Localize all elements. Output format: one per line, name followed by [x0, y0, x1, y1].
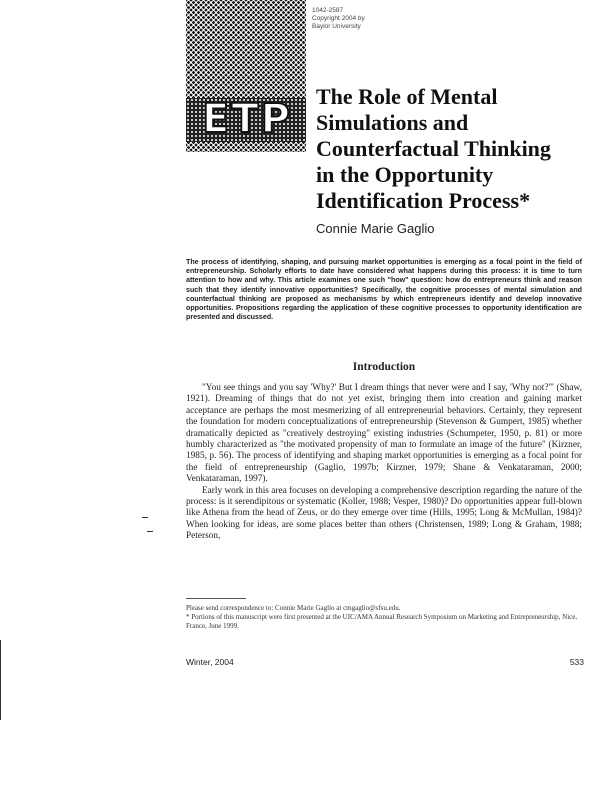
paragraph: Early work in this area focuses on developing a comprehensive description regarding the nature of the process: is it serendipitous or systematic (Koller, 1988; Vesper, 1980)? Do opportunities appear full-blown like Athena from the head of Zeus, or do they emerge over time (Hills, 1995; Long & McMullan, 1984)? When looking for ideas, are some places better than others (Christensen, 1989; Long & Graham, 1988; Peterson,	[186, 485, 582, 542]
logo-letters: ETP	[202, 96, 292, 142]
footnote-divider	[186, 598, 246, 599]
publisher-line: Baylor University	[312, 23, 361, 30]
issue-date: Winter, 2004	[186, 657, 234, 667]
author-name: Connie Marie Gaglio	[316, 221, 435, 236]
scan-artifact	[147, 531, 153, 532]
article-title	[316, 84, 606, 214]
presentation-note: * Portions of this manuscript were first presented at the UIC/AMA Annual Research Symposium on Marketing and Entrepreneurship, Nice, France, June 1999.	[186, 613, 578, 630]
scan-artifact	[0, 640, 1, 720]
issn: 1042-2587	[312, 7, 344, 14]
title-line-2: Simulations and	[316, 110, 469, 135]
body-text	[186, 383, 582, 543]
title-line-1: The Role of Mental	[316, 84, 498, 109]
abstract: The process of identifying, shaping, and pursuing market opportunities is emerging as a focal point in the field of entrepreneurship. Scholarly efforts to date have considered what happens during this process: it is time to turn attention to how and why. This article examines one such "how" question: how do entrepreneurs think and reason such that they identify innovative opportunities? Specifically, the cognitive processes of mental simulation and counterfactual thinking are proposed as mechanisms by which entrepreneurs identify and develop innovative opportunities. Propositions regarding the application of these cognitive processes to opportunity identification are presented and discussed.	[186, 258, 582, 322]
section-heading-introduction: Introduction	[352, 361, 416, 373]
title-line-5: Identification Process*	[316, 188, 531, 213]
scan-artifact	[142, 517, 148, 518]
copyright-line: Copyright 2004 by	[312, 15, 365, 22]
footnotes	[186, 604, 582, 631]
page-number: 533	[569, 657, 584, 667]
copyright-meta	[312, 7, 365, 31]
title-line-4: in the Opportunity	[316, 162, 494, 187]
journal-logo	[186, 0, 306, 152]
title-line-3: Counterfactual Thinking	[316, 136, 551, 161]
paragraph: "You see things and you say 'Why?' But I dream things that never were and I say, 'Why not?'" (Shaw, 1921). Dreaming of things that do not yet exist, bringing them into creation and gaining market acceptance are perhaps the most mesmerizing of all entrepreneurial behaviors. Certainly, they represent the foundation for modern conceptualizations of entrepreneurship (Stevenson & Gumpert, 1985) whether dramatically depicted as "creatively destroying" existing industries (Schumpeter, 1950, p. 81) or more humbly characterized as "the motivated propensity of man to formulate an image of the future" (Kirzner, 1985, p. 56). The process of identifying and shaping market opportunities is emerging as a focal point for the field of entrepreneurship (Gaglio, 1997b; Kirzner, 1979; Shane & Venkataraman, 2000; Venkataraman, 1997).	[186, 383, 582, 485]
correspondence-note: Please send correspondence to: Connie Marie Gaglio at cmgaglio@sfsu.edu.	[186, 604, 401, 612]
